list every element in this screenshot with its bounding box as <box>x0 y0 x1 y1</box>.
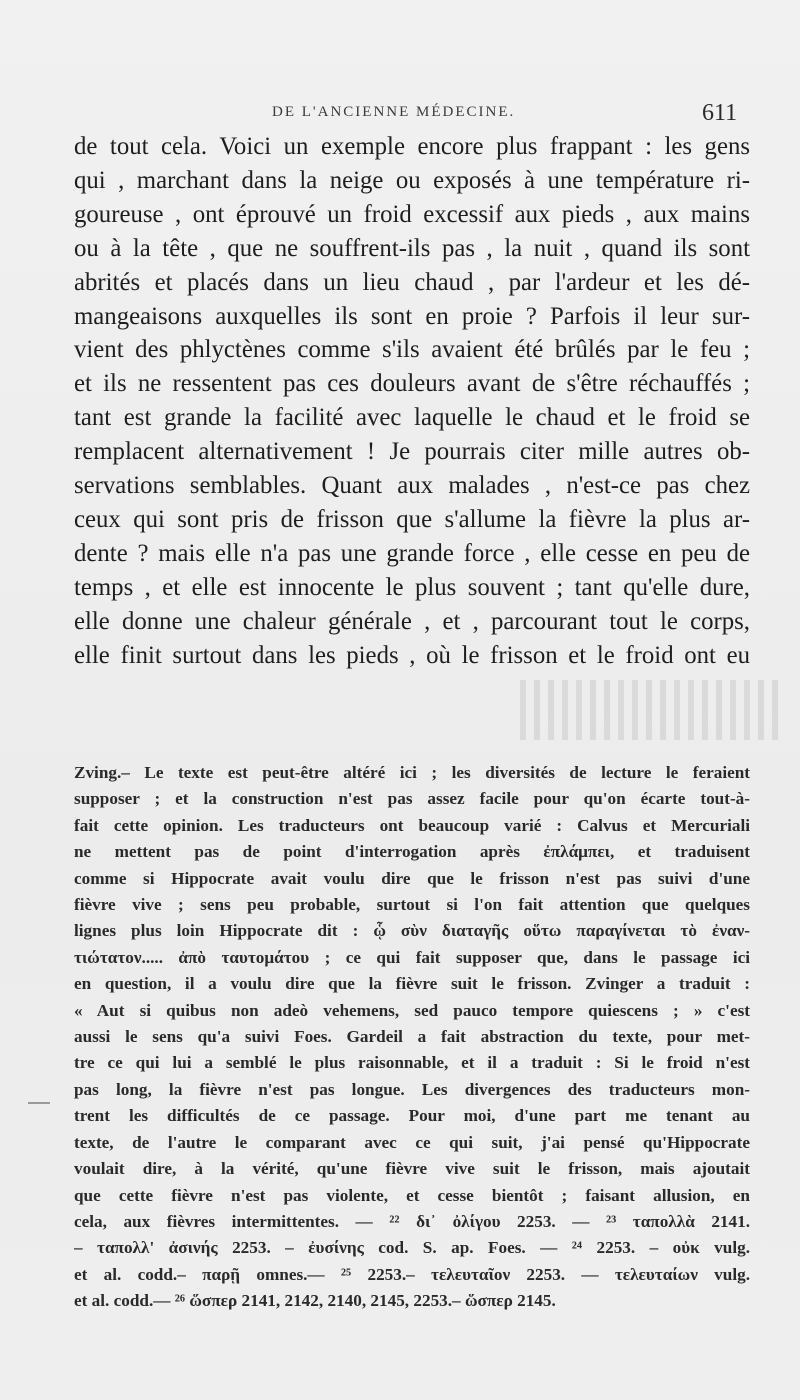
footnote-line: trent les difficultés de ce passage. Pour moi, d'une part me tenant au <box>74 1106 750 1126</box>
page-number: 611 <box>702 100 738 126</box>
text-line: mangeaisons auxquelles ils sont en proie ? Parfois il leur sur- <box>74 302 750 330</box>
text-line: dente ? mais elle n'a pas une grande force , elle cesse en peu de <box>74 539 750 567</box>
text-line: ceux qui sont pris de frisson que s'allume la fièvre la plus ar- <box>74 505 750 533</box>
text-line: abrités et placés dans un lieu chaud , par l'ardeur et les dé- <box>74 268 750 296</box>
footnote-line: cela, aux fièvres intermittentes. — ²² δι᾽ ὀλίγου 2253. — ²³ ταπολλὰ 2141. <box>74 1211 750 1231</box>
show-through-shadow <box>520 680 780 740</box>
footnote-line: – ταπολλ' ἀσινής 2253. – ἐυσίνης cod. S. ap. Foes. — ²⁴ 2253. – οὐκ vulg. <box>74 1238 750 1258</box>
footnote-line: lignes plus loin Hippocrate dit : ᾧ σὺν διαταγῆς οὕτω παραγίνεται τὸ ἐναν- <box>74 921 750 941</box>
main-text <box>74 130 750 673</box>
footnote-line: et al. codd.— ²⁶ ὥσπερ 2141, 2142, 2140, 2145, 2253.– ὥσπερ 2145. <box>74 1291 556 1311</box>
footnote-line: en question, il a voulu dire que la fièvre suit le frisson. Zvinger a traduit : <box>74 974 750 994</box>
margin-mark <box>28 1102 50 1104</box>
text-line: elle finit surtout dans les pieds , où le frisson et le froid ont eu <box>74 641 750 669</box>
footnote-line: ne mettent pas de point d'interrogation après ἐπλάμπει, et traduisent <box>74 842 750 862</box>
footnote-line: fait cette opinion. Les traducteurs ont beaucoup varié : Calvus et Mercuriali <box>74 815 750 835</box>
text-line: servations semblables. Quant aux malades , n'est-ce pas chez <box>74 472 750 500</box>
text-line: ou à la tête , que ne souffrent-ils pas , la nuit , quand ils sont <box>74 234 750 262</box>
text-line: temps , et elle est innocente le plus souvent ; tant qu'elle dure, <box>74 573 750 601</box>
footnote-line: aussi le sens qu'a suivi Foes. Gardeil a fait abstraction du texte, pour met- <box>74 1027 750 1047</box>
text-line: tant est grande la facilité avec laquelle le chaud et le froid se <box>74 404 750 432</box>
footnote-line: « Aut si quibus non adeò vehemens, sed pauco tempore quiescens ; » c'est <box>74 1000 750 1020</box>
footnote-line: que cette fièvre n'est pas violente, et cesse bientôt ; faisant allusion, en <box>74 1185 750 1205</box>
footnote-line: pas long, la fièvre n'est pas longue. Les divergences des traducteurs mon- <box>74 1079 750 1099</box>
footnote-line: τιώτατον..... ἀπὸ ταυτομάτου ; ce qui fait supposer que, dans le passage ici <box>74 947 750 967</box>
text-line: remplacent alternativement ! Je pourrais citer mille autres ob- <box>74 438 750 466</box>
text-line: qui , marchant dans la neige ou exposés à une température ri- <box>74 166 750 194</box>
footnotes <box>74 760 750 1315</box>
text-line: de tout cela. Voici un exemple encore plus frappant : les gens <box>74 133 750 160</box>
text-line: elle donne une chaleur générale , et , parcourant tout le corps, <box>74 607 750 635</box>
footnote-line: fièvre vive ; sens peu probable, surtout si l'on fait attention que quelques <box>74 895 750 915</box>
running-title: DE L'ANCIENNE MÉDECINE. <box>272 104 516 120</box>
footnote-line: comme si Hippocrate avait voulu dire que le frisson n'est pas suivi d'une <box>74 868 750 888</box>
text-line: et ils ne ressentent pas ces douleurs avant de s'être réchauffés ; <box>74 370 750 398</box>
footnote-line: Zving.– Le texte est peut-être altéré ici ; les diversités de lecture le feraient <box>74 763 750 782</box>
footnote-line: texte, de l'autre le comparant avec ce qui suit, j'ai pensé qu'Hippocrate <box>74 1132 750 1152</box>
footnote-line: voulait dire, à la vérité, qu'une fièvre vive suit le frisson, mais ajoutait <box>74 1159 750 1179</box>
footnote-line: supposer ; et la construction n'est pas assez facile pour qu'on écarte tout-à- <box>74 789 750 809</box>
footnote-line: tre ce qui lui a semblé le plus raisonnable, et il a traduit : Si le froid n'est <box>74 1053 750 1073</box>
footnote-line: et al. codd.– παρῇ omnes.— ²⁵ 2253.– τελευταῖον 2253. — τελευταίων vulg. <box>74 1264 750 1284</box>
text-line: goureuse , ont éprouvé un froid excessif aux pieds , aux mains <box>74 200 750 228</box>
text-line: vient des phlyctènes comme s'ils avaient été brûlés par le feu ; <box>74 336 750 364</box>
